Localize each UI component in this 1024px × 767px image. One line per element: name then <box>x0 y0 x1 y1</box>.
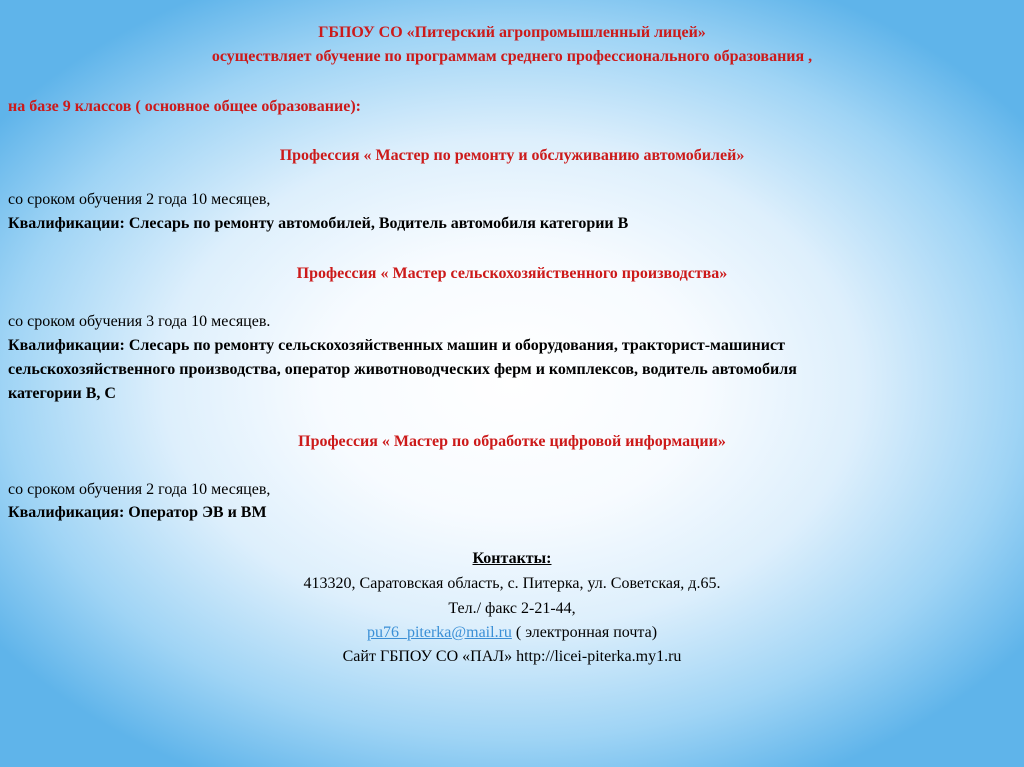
profession-1-qualification: Квалификации: Слесарь по ремонту автомобилей, Водитель автомобиля категории В <box>8 215 629 232</box>
contacts-heading: Контакты: <box>472 550 552 567</box>
profession-3-title: Профессия « Мастер по обработке цифровой информации» <box>298 433 726 450</box>
profession-2-title: Профессия « Мастер сельскохозяйственного производства» <box>296 265 728 282</box>
profession-2-qualification-line-3: категории В, С <box>8 385 116 402</box>
profession-1-title: Профессия « Мастер по ремонту и обслуживанию автомобилей» <box>279 147 745 164</box>
institution-subtitle: осуществляет обучение по программам среднего профессионального образования , <box>211 48 813 65</box>
profession-2-qualification-line-2: сельскохозяйственного производства, оператор животноводческих ферм и комплексов, водитель автомобиля <box>8 361 797 378</box>
profession-2-duration: со сроком обучения 3 года 10 месяцев. <box>8 313 271 330</box>
contacts-address: 413320, Саратовская область, с. Питерка, ул. Советская, д.65. <box>303 575 721 592</box>
profession-3-qualification: Квалификация: Оператор ЭВ и ВМ <box>8 504 267 521</box>
contacts-email-line <box>8 622 1016 644</box>
institution-title: ГБПОУ СО «Питерский агропромышленный лицей» <box>318 24 706 41</box>
profession-2-qualification-line-1: Квалификации: Слесарь по ремонту сельскохозяйственных машин и оборудования, тракторист-машинист <box>8 337 785 354</box>
email-note: ( электронная почта) <box>511 624 658 641</box>
contacts-phone: Тел./ факс 2-21-44, <box>448 600 576 617</box>
profession-1-duration: со сроком обучения 2 года 10 месяцев, <box>8 191 271 208</box>
profession-3-duration: со сроком обучения 2 года 10 месяцев, <box>8 481 271 498</box>
intro-text: на базе 9 классов ( основное общее образование): <box>8 98 361 115</box>
email-link[interactable]: pu76_piterka@mail.ru <box>366 624 512 641</box>
contacts-site: Сайт ГБПОУ СО «ПАЛ» http://licei-piterka.my1.ru <box>342 648 682 665</box>
